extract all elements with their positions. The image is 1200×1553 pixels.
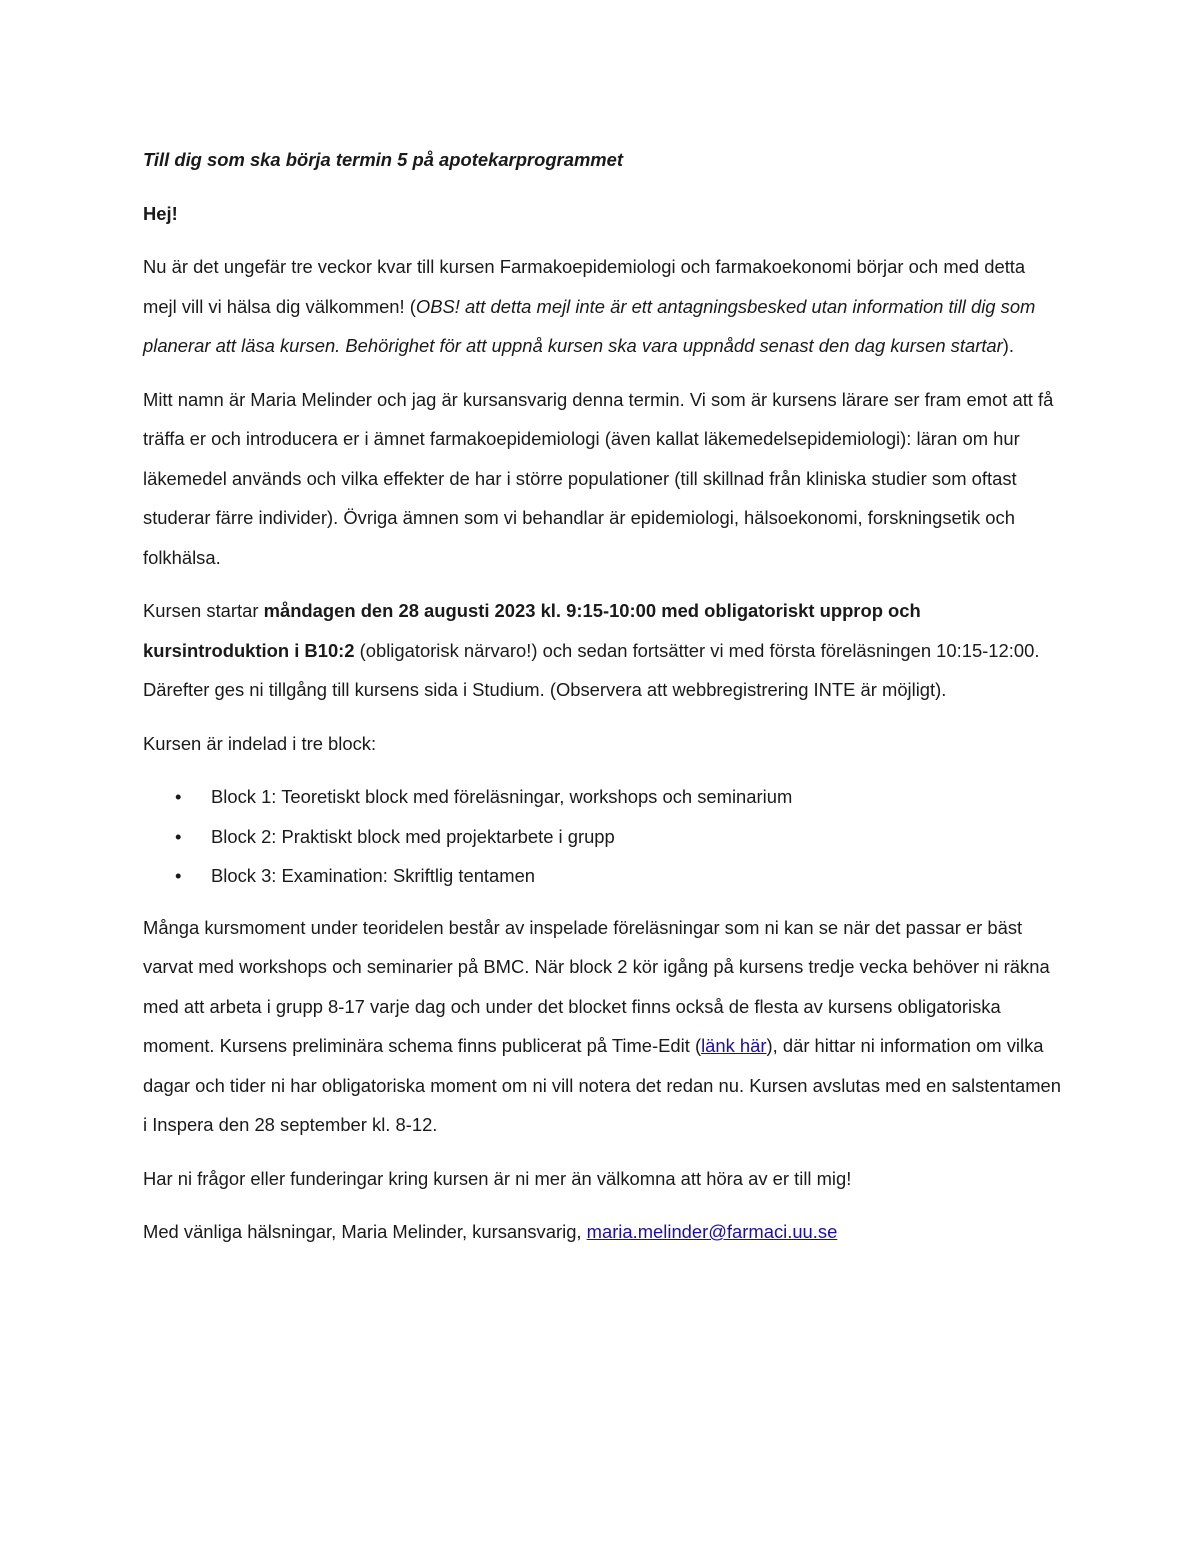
bullet-icon: •	[175, 825, 182, 847]
start-more: (obligatorisk närvaro!) och sedan fortsätter vi med första föreläsningen 10:15-12:00. Därefter ges ni tillgång till kursens sida i Studium. (Observera att webbregistrering INTE är möjligt).	[143, 639, 1040, 700]
block-list	[143, 777, 1063, 896]
time-edit-link[interactable]: länk här	[701, 1035, 767, 1056]
start-text: Kursen startar	[143, 600, 264, 621]
intro-notice: OBS! att detta mejl inte är ett antagningsbesked utan information till dig som planerar att läsa kursen. Behörighet för att uppnå kursen ska vara uppnådd senast den dag kursen startar	[143, 295, 1036, 356]
block-text: Examination: Skriftlig tentamen	[276, 865, 536, 886]
questions-paragraph: Har ni frågor eller funderingar kring kursen är ni mer än välkomna att höra av er till mig!	[143, 1167, 852, 1189]
intro-close: ).	[1002, 335, 1015, 356]
greeting: Hej!	[143, 202, 178, 224]
block-label: Block 1:	[211, 786, 277, 807]
list-item	[143, 856, 1063, 896]
email-link[interactable]: maria.melinder@farmaci.uu.se	[586, 1221, 838, 1242]
block-text: Teoretiskt block med föreläsningar, workshops och seminarium	[276, 786, 793, 807]
signature-text: Med vänliga hälsningar, Maria Melinder, kursansvarig,	[143, 1221, 587, 1242]
intro-paragraph	[143, 247, 1063, 366]
start-details: måndagen den 28 augusti 2023 kl. 9:15-10:00 med obligatoriskt upprop och kursintroduktion i B10:2	[143, 600, 921, 661]
block-text: Praktiskt block med projektarbete i grupp	[276, 825, 615, 847]
block-label: Block 3:	[211, 865, 277, 886]
letter-body	[143, 140, 1063, 1266]
teacher-paragraph: Mitt namn är Maria Melinder och jag är kursansvarig denna termin. Vi som är kursens lärare ser fram emot att få träffa er och introducera er i ämnet farmakoepidemiologi (även kallat läkemedelsepidemiologi): läran om hur läkemedel används och vilka effekter de har i större populationer (till skillnad från kliniska studier som oftast studerar färre individer). Övriga ämnen som vi behandlar är epidemiologi, hälsoekonomi, forskningsetik och folkhälsa.	[143, 388, 1054, 568]
bullet-icon: •	[175, 786, 182, 807]
intro-text: Nu är det ungefär tre veckor kvar till kursen Farmakoepidemiologi och farmakoekonomi börjar och med detta mejl vill vi hälsa dig välkommen! (	[143, 256, 1026, 317]
course-start-paragraph	[143, 591, 1063, 710]
block-label: Block 2:	[211, 825, 277, 847]
signature-paragraph	[143, 1212, 1063, 1252]
letter-title: Till dig som ska börja termin 5 på apotekarprogrammet	[143, 149, 623, 170]
schedule-text: Många kursmoment under teoridelen består av inspelade föreläsningar som ni kan se när det passar er bäst varvat med workshops och seminarier på BMC. När block 2 kör igång på kursens tredje vecka behöver ni räkna med att arbeta i grupp 8-17 varje dag och under det blocket finns också de flesta av kursens obligatoriska moment. Kursens preliminära schema finns publicerat på Time-Edit (	[143, 916, 1050, 1056]
schedule-more: ), där hittar ni information om vilka dagar och tider ni har obligatoriska moment om ni vill notera det redan nu. Kursen avslutas med en salstentamen i Inspera den 28 september kl. 8-12.	[143, 1035, 1061, 1135]
blocks-intro: Kursen är indelad i tre block:	[143, 732, 377, 754]
list-item	[143, 817, 1063, 857]
list-item	[143, 777, 1063, 817]
schedule-paragraph	[143, 908, 1063, 1145]
bullet-icon: •	[175, 865, 182, 886]
